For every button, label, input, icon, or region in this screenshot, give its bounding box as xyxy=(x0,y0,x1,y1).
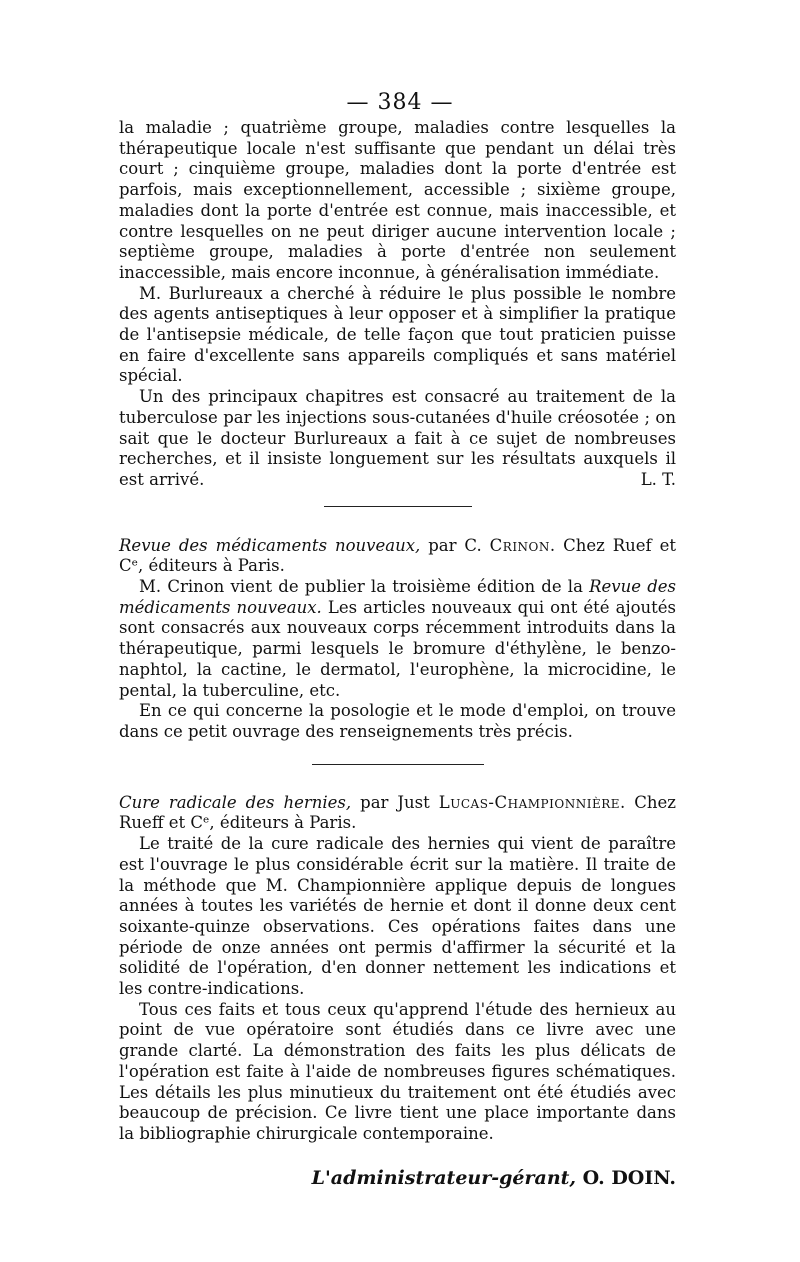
review-hernies-heading xyxy=(119,793,676,834)
intro-paragraph: la maladie ; quatrième groupe, maladies contre lesquelles la thérapeutique locale n'est suffisante que pendant un délai très court ; cinquième groupe, maladies dont la porte d'entrée est parfois, mais exceptionnellement, accessible ; sixième groupe, maladies dont la porte d'entrée est connue, mais inaccessible, et contre lesquelles on ne peut diriger aucune intervention locale ; septième groupe, maladies à porte d'entrée non seulement inaccessible, mais encore inconnue, à généralisation immédiate. xyxy=(119,118,676,282)
review-crinon-by: par C. xyxy=(420,535,490,555)
review-crinon-heading xyxy=(119,536,676,577)
page-body xyxy=(119,118,676,1188)
review-hernies-publisher: . Chez Rueff et Cᵉ, éditeurs à Paris. xyxy=(119,792,676,833)
review-hernies-title: Cure radicale des hernies, xyxy=(119,792,352,812)
administrator-name: O. DOIN. xyxy=(576,1166,676,1189)
administrator-signature xyxy=(119,1168,676,1189)
review-crinon-paragraph-1 xyxy=(119,577,676,701)
review-crinon-p1-start: M. Crinon vient de publier la troisième édition de la xyxy=(139,577,590,597)
review-hernies-paragraph-1: Le traité de la cure radicale des hernies qui vient de paraître est l'ouvrage le plus considérable écrit sur la matière. Il traite de la méthode que M. Championnière applique depuis de longues années à toutes les variétés de hernie et dont il donne deux cent soixante-quinze observations. Ces opérations faites dans une période de onze années ont permis d'affirmer la sécurité et la solidité de l'opération, d'en donner nettement les indications et les contre-indications. xyxy=(119,834,676,999)
review-crinon-author: Crinon xyxy=(489,535,550,555)
review-crinon-paragraph-2: En ce qui concerne la posologie et le mode d'emploi, on trouve dans ce petit ouvrage des renseignements très précis. xyxy=(119,701,676,741)
review-crinon-p1-end: Les articles nouveaux qui ont été ajoutés sont consacrés aux nouveaux corps récemment introduits dans la thérapeutique, parmi lesquels le bromure d'éthylène, le benzo-naphtol, la cactine, le dermatol, l'europhène, la microcidine, le pental, la tuberculine, etc. xyxy=(119,597,676,700)
review-crinon-title: Revue des médicaments nouveaux, xyxy=(119,535,421,555)
page-number: — 384 — xyxy=(346,90,454,115)
burlureaux-paragraph-1: M. Burlureaux a cherché à réduire le plus possible le nombre des agents antiseptiques à leur opposer et à simplifier la pratique de l'antisepsie médicale, de telle façon que tout praticien puisse en faire d'excellente sans appareils compliqués et sans matériel spécial. xyxy=(119,283,676,386)
section-divider xyxy=(312,764,484,765)
review-signature: L. T. xyxy=(640,469,676,489)
review-hernies-author: Lucas-Championnière xyxy=(438,792,621,812)
burlureaux-paragraph-2 xyxy=(119,387,676,491)
section-divider xyxy=(324,506,472,507)
review-crinon-p1-title: Revue des médicaments nouveaux. xyxy=(119,577,676,617)
burlureaux-paragraph-2-text: Un des principaux chapitres est consacré au traitement de la tuberculose par les injections sous-cutanées d'huile créosotée ; on sait que le docteur Burlureaux a fait à ce sujet de nombreuses recherches, et il insiste longuement sur les résultats auxquels il est arrivé. xyxy=(119,387,676,489)
review-hernies-paragraph-2: Tous ces faits et tous ceux qu'apprend l'étude des hernieux au point de vue opératoire sont étudiés dans ce livre avec une grande clarté. La démonstration des faits les plus délicats de l'opération est faite à l'aide de nombreuses figures schématiques. Les détails les plus minutieux du traitement ont été étudiés avec beaucoup de précision. Ce livre tient une place importante dans la bibliographie chirurgicale contemporaine. xyxy=(119,999,676,1143)
administrator-label: L'administrateur-gérant, xyxy=(311,1166,577,1189)
review-crinon-publisher: . Chez Ruef et Cᵉ, éditeurs à Paris. xyxy=(119,535,676,576)
review-hernies-by: par Just xyxy=(351,792,439,812)
